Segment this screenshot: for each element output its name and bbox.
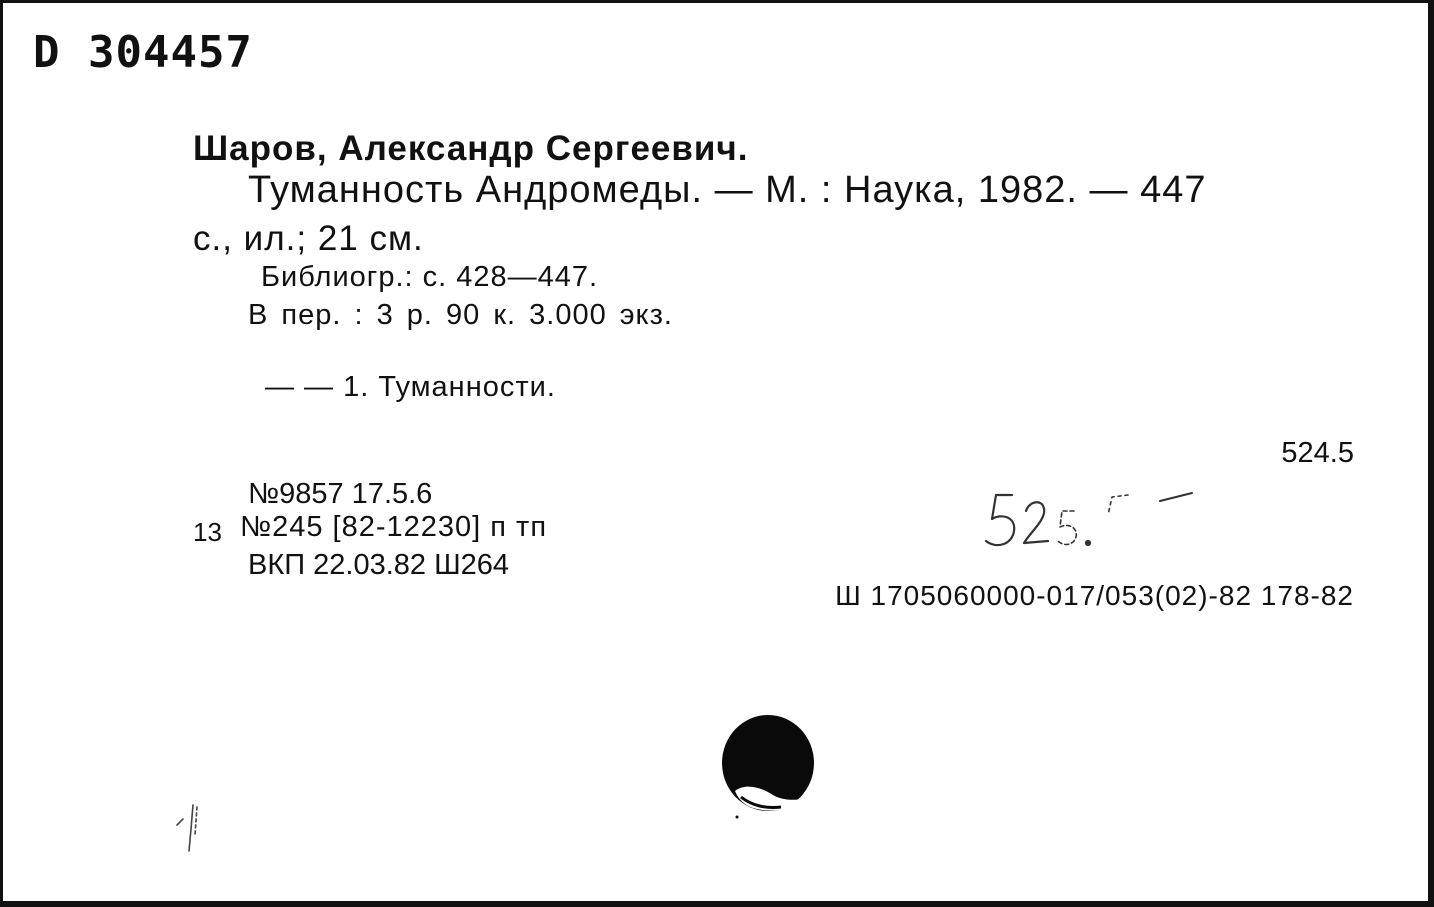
- bibliography-note: Библиогр.: с. 428—447.: [261, 261, 599, 293]
- pencil-mark: [171, 799, 211, 859]
- pages-line: с., ил.; 21 см.: [193, 219, 424, 258]
- copies-count: 13: [193, 517, 222, 547]
- order-line: №9857 17.5.6: [248, 478, 433, 510]
- publisher-code: Ш 1705060000-017/053(02)-82 178-82: [835, 580, 1354, 611]
- title-line: Туманность Андромеды. — М. : Наука, 1982. — 447: [248, 169, 1207, 211]
- order-line-2: №245 [82-12230] п тп: [240, 511, 548, 543]
- punch-hole: [721, 713, 815, 823]
- handwritten-number: [978, 481, 1218, 561]
- price-line: В пер. : 3 р. 90 к. 3.000 экз.: [248, 299, 673, 331]
- vkp-line: ВКП 22.03.82 Ш264: [248, 549, 510, 581]
- classification-number: 524.5: [1281, 437, 1354, 469]
- author-heading: Шаров, Александр Сергеевич.: [193, 129, 749, 168]
- inventory-number: D 304457: [33, 27, 253, 78]
- subject-heading: — — 1. Туманности.: [265, 371, 556, 403]
